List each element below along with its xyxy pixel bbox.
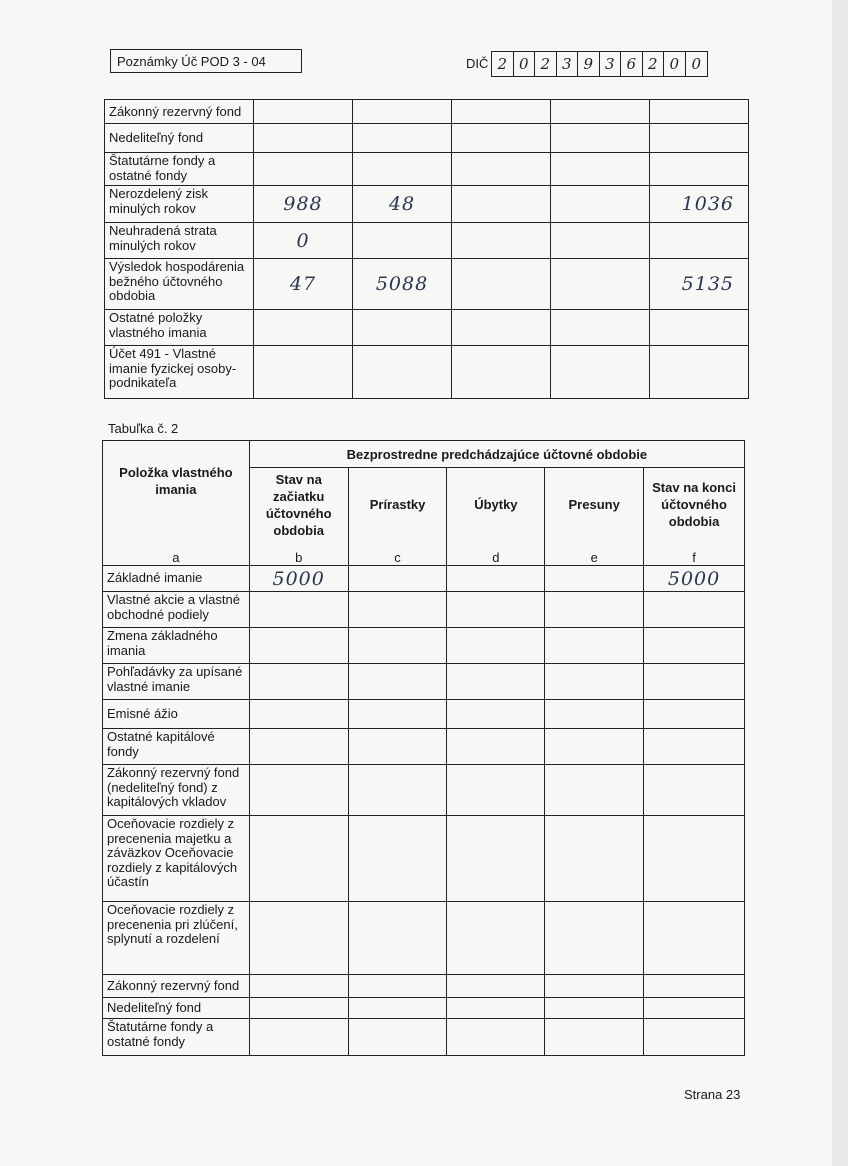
row-label: Oceňovacie rozdiely z precenenia majetku a záväzkov Oceňovacie rozdiely z kapitálových účastín	[103, 816, 250, 902]
cell-c[interactable]	[348, 975, 447, 998]
cell-c[interactable]: 48	[353, 186, 452, 223]
cell-d[interactable]	[447, 664, 545, 700]
col-letter: c	[348, 542, 447, 566]
cell-b[interactable]	[249, 729, 348, 765]
scan-edge	[832, 0, 848, 1166]
dic-boxes	[491, 51, 708, 77]
item-column-header: Položka vlastného imania	[103, 441, 250, 542]
cell-c[interactable]	[353, 223, 452, 259]
dic-digit: 0	[664, 52, 686, 76]
cell-b[interactable]	[254, 346, 353, 399]
cell-c[interactable]	[348, 1019, 447, 1056]
table-row	[103, 700, 745, 729]
cell-c[interactable]	[348, 700, 447, 729]
cell-f[interactable]	[644, 664, 745, 700]
cell-d[interactable]	[447, 975, 545, 998]
table-row	[105, 346, 749, 399]
col-letter: d	[447, 542, 545, 566]
cell-c[interactable]	[353, 100, 452, 124]
dic-digit: 9	[578, 52, 600, 76]
cell-d[interactable]	[447, 998, 545, 1019]
cell-d[interactable]	[447, 566, 545, 592]
cell-d[interactable]	[447, 592, 545, 628]
dic-digit: 3	[600, 52, 622, 76]
cell-b[interactable]	[254, 124, 353, 153]
period-header: Bezprostredne predchádzajúce účtovné obdobie	[249, 441, 744, 468]
cell-e[interactable]	[551, 186, 650, 223]
col-b-header: Stav na začiatku účtovného obdobia	[249, 468, 348, 542]
cell-d[interactable]	[452, 124, 551, 153]
row-label: Nedeliteľný fond	[105, 124, 254, 153]
cell-f[interactable]	[644, 902, 745, 975]
cell-e[interactable]	[545, 729, 644, 765]
col-letter: f	[644, 542, 745, 566]
cell-c[interactable]	[353, 124, 452, 153]
row-label: Štatutárne fondy a ostatné fondy	[105, 153, 254, 186]
cell-d[interactable]	[452, 259, 551, 310]
table-row	[103, 902, 745, 975]
table2-caption: Tabuľka č. 2	[108, 421, 179, 436]
table-row	[105, 100, 749, 124]
cell-d[interactable]	[447, 1019, 545, 1056]
cell-e[interactable]	[551, 310, 650, 346]
table-row	[105, 310, 749, 346]
cell-b[interactable]	[249, 816, 348, 902]
cell-d[interactable]	[447, 700, 545, 729]
cell-d[interactable]	[452, 186, 551, 223]
cell-b[interactable]: 988	[254, 186, 353, 223]
cell-c[interactable]	[348, 902, 447, 975]
row-label: Ostatné položky vlastného imania	[105, 310, 254, 346]
cell-f[interactable]	[644, 700, 745, 729]
dic-digit: 6	[621, 52, 643, 76]
row-label: Zákonný rezervný fond	[105, 100, 254, 124]
col-letter: e	[545, 542, 644, 566]
cell-d[interactable]	[452, 310, 551, 346]
form-label: Poznámky Úč POD 3 - 04	[110, 49, 302, 73]
row-label: Oceňovacie rozdiely z precenenia pri zlúčení, splynutí a rozdelení	[103, 902, 250, 975]
cell-f[interactable]	[650, 223, 749, 259]
col-e-header: Presuny	[545, 468, 644, 542]
cell-d[interactable]	[447, 628, 545, 664]
cell-f[interactable]	[644, 975, 745, 998]
row-label: Účet 491 - Vlastné imanie fyzickej osoby-podnikateľa	[105, 346, 254, 399]
dic-digit: 2	[492, 52, 514, 76]
cell-e[interactable]	[545, 628, 644, 664]
table-row	[105, 259, 749, 310]
cell-b[interactable]	[249, 998, 348, 1019]
row-label: Nedeliteľný fond	[103, 998, 250, 1019]
cell-c[interactable]	[348, 664, 447, 700]
row-label: Zákonný rezervný fond	[103, 975, 250, 998]
dic-label: DIČ	[466, 56, 489, 71]
cell-e[interactable]	[545, 1019, 644, 1056]
cell-f[interactable]: 1036	[650, 186, 749, 223]
cell-e[interactable]	[545, 566, 644, 592]
col-f-header: Stav na konci účtovného obdobia	[644, 468, 745, 542]
dic-digit: 0	[691, 55, 702, 73]
cell-e[interactable]	[545, 998, 644, 1019]
cell-b[interactable]	[254, 153, 353, 186]
cell-c[interactable]	[353, 153, 452, 186]
table-row	[103, 1019, 745, 1056]
cell-f[interactable]	[644, 628, 745, 664]
table-row	[105, 223, 749, 259]
table-row	[103, 816, 745, 902]
dic-digit: 3	[557, 52, 579, 76]
table-row	[103, 566, 745, 592]
cell-e[interactable]	[551, 346, 650, 399]
row-label: Zákonný rezervný fond (nedeliteľný fond) z kapitálových vkladov	[103, 765, 250, 816]
cell-b[interactable]	[249, 902, 348, 975]
cell-d[interactable]	[452, 100, 551, 124]
cell-f[interactable]	[644, 1019, 745, 1056]
cell-e[interactable]	[545, 816, 644, 902]
col-d-header: Úbytky	[447, 468, 545, 542]
cell-e[interactable]	[551, 259, 650, 310]
cell-c[interactable]	[353, 310, 452, 346]
cell-f[interactable]	[644, 729, 745, 765]
table-row	[103, 729, 745, 765]
table-row	[105, 124, 749, 153]
row-label: Základné imanie	[103, 566, 250, 592]
row-label: Emisné ážio	[103, 700, 250, 729]
page-number: Strana 23	[684, 1087, 741, 1102]
cell-f[interactable]: 5135	[650, 259, 749, 310]
table-row	[103, 765, 745, 816]
cell-b[interactable]	[254, 100, 353, 124]
cell-b[interactable]	[249, 592, 348, 628]
cell-d[interactable]	[447, 902, 545, 975]
cell-c[interactable]	[348, 729, 447, 765]
cell-e[interactable]	[545, 664, 644, 700]
table-row	[103, 998, 745, 1019]
cell-d[interactable]	[452, 223, 551, 259]
cell-b[interactable]	[249, 975, 348, 998]
cell-f[interactable]: 5000	[644, 566, 745, 592]
row-label: Vlastné akcie a vlastné obchodné podiely	[103, 592, 250, 628]
cell-c[interactable]	[348, 592, 447, 628]
table-row	[105, 186, 749, 223]
cell-e[interactable]	[545, 700, 644, 729]
cell-e[interactable]	[551, 153, 650, 186]
cell-f[interactable]	[650, 153, 749, 186]
cell-b[interactable]	[249, 628, 348, 664]
cell-e[interactable]	[545, 765, 644, 816]
row-label: Nerozdelený zisk minulých rokov	[105, 186, 254, 223]
cell-b[interactable]: 5000	[249, 566, 348, 592]
col-letter: b	[249, 542, 348, 566]
cell-e[interactable]	[545, 902, 644, 975]
row-label: Ostatné kapitálové fondy	[103, 729, 250, 765]
cell-d[interactable]	[447, 729, 545, 765]
cell-f[interactable]	[650, 310, 749, 346]
cell-e[interactable]	[545, 975, 644, 998]
cell-c[interactable]	[348, 998, 447, 1019]
cell-b[interactable]	[249, 1019, 348, 1056]
cell-d[interactable]	[447, 765, 545, 816]
dic-digit: 2	[535, 52, 557, 76]
dic-digit: 0	[514, 52, 536, 76]
cell-b[interactable]: 47	[254, 259, 353, 310]
cell-f[interactable]	[644, 765, 745, 816]
row-label: Neuhradená strata minulých rokov	[105, 223, 254, 259]
row-label: Pohľadávky za upísané vlastné imanie	[103, 664, 250, 700]
table-row	[103, 664, 745, 700]
cell-d[interactable]	[452, 153, 551, 186]
col-letter: a	[103, 542, 250, 566]
table-row	[105, 153, 749, 186]
cell-b[interactable]	[249, 664, 348, 700]
cell-e[interactable]	[551, 223, 650, 259]
row-label: Štatutárne fondy a ostatné fondy	[103, 1019, 250, 1056]
cell-e[interactable]	[545, 592, 644, 628]
cell-b[interactable]	[254, 310, 353, 346]
table-row	[103, 975, 745, 998]
cell-c[interactable]	[348, 816, 447, 902]
cell-c[interactable]: 5088	[353, 259, 452, 310]
cell-f[interactable]	[644, 592, 745, 628]
cell-c[interactable]	[353, 346, 452, 399]
cell-b[interactable]	[249, 765, 348, 816]
table-row	[103, 628, 745, 664]
cell-f[interactable]	[650, 100, 749, 124]
equity-table-continued	[104, 99, 749, 399]
table-row	[103, 592, 745, 628]
cell-e[interactable]	[551, 100, 650, 124]
row-label: Výsledok hospodárenia bežného účtovného obdobia	[105, 259, 254, 310]
cell-c[interactable]	[348, 628, 447, 664]
cell-f[interactable]	[644, 998, 745, 1019]
row-label: Zmena základného imania	[103, 628, 250, 664]
cell-c[interactable]	[348, 765, 447, 816]
cell-e[interactable]	[551, 124, 650, 153]
col-c-header: Prírastky	[348, 468, 447, 542]
equity-table-2	[102, 440, 745, 1056]
cell-f[interactable]	[650, 346, 749, 399]
cell-c[interactable]	[348, 566, 447, 592]
cell-b[interactable]	[249, 700, 348, 729]
cell-f[interactable]	[650, 124, 749, 153]
dic-digit: 2	[643, 52, 665, 76]
cell-d[interactable]	[447, 816, 545, 902]
cell-b[interactable]: 0	[254, 223, 353, 259]
cell-d[interactable]	[452, 346, 551, 399]
cell-f[interactable]	[644, 816, 745, 902]
